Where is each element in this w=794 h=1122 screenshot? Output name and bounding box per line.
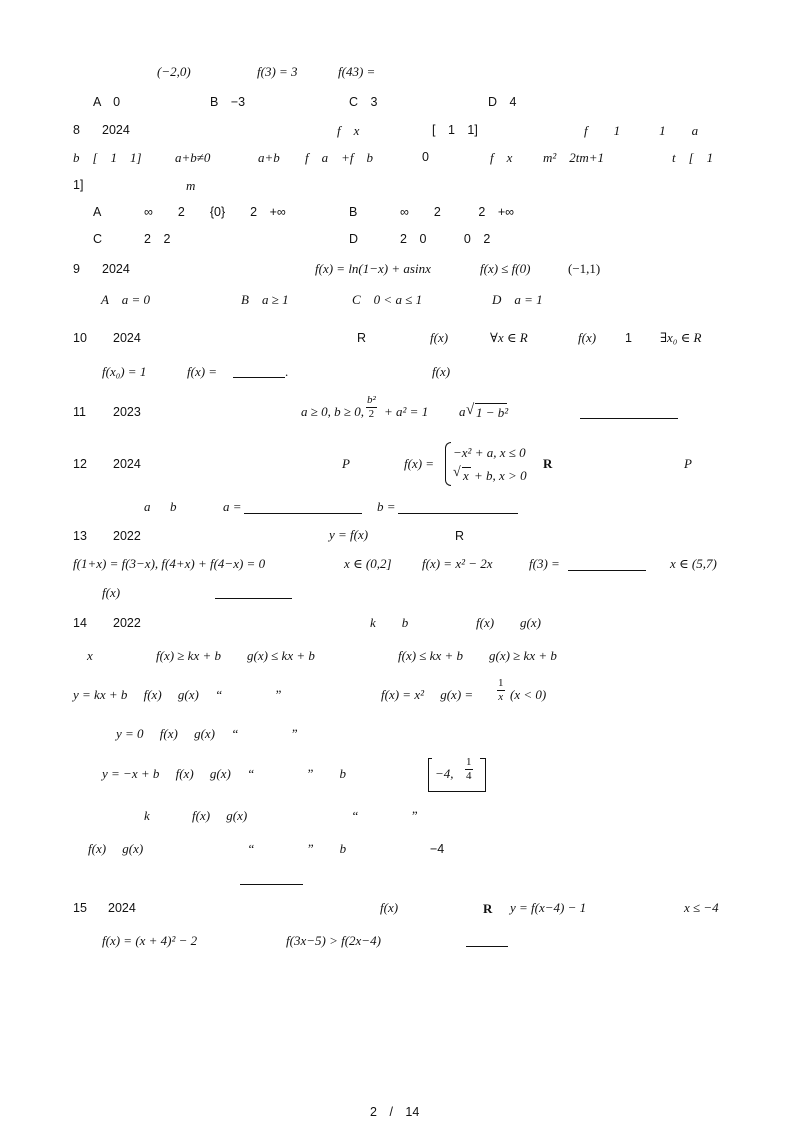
q14-item2: y = −x + b f(x) g(x) “ ” b bbox=[102, 766, 347, 781]
option-c: C 3 bbox=[349, 95, 378, 109]
q14-ineq1: f(x) ≥ kx + b g(x) ≤ kx + b bbox=[156, 648, 315, 663]
q8-r2g: m² 2tm+1 bbox=[543, 150, 605, 165]
q14-item3: k f(x) g(x) “ ” bbox=[144, 808, 418, 823]
q13-blank1 bbox=[568, 570, 646, 571]
q8-r3b: m bbox=[186, 178, 196, 193]
q8-fx: f x bbox=[337, 123, 360, 138]
q15-fx: f(x) bbox=[380, 900, 399, 915]
q8-year: 2024 bbox=[102, 123, 130, 137]
q8-r2h: t [ 1 bbox=[672, 150, 714, 165]
q15-x: x ≤ −4 bbox=[684, 900, 719, 915]
q13-fx2: f(x) bbox=[102, 585, 121, 600]
q10-forall: ∀x ∈ R bbox=[490, 330, 528, 345]
q12-p: P bbox=[342, 456, 350, 471]
q12-b: b bbox=[170, 499, 177, 514]
q10-fx0: f(x₀) = 1 bbox=[102, 364, 147, 379]
q14-domain: (x < 0) bbox=[510, 687, 547, 702]
q14-ineq2: f(x) ≤ kx + b g(x) ≥ kx + b bbox=[398, 648, 557, 663]
q11-fraction bbox=[366, 395, 377, 420]
q10-period: . bbox=[285, 364, 289, 379]
q8-r3a: 1] bbox=[73, 178, 84, 192]
q10-fx3: f(x) bbox=[432, 364, 451, 379]
q14-interval-left: −4, bbox=[435, 766, 454, 781]
q14-int-num: 1 bbox=[466, 756, 472, 768]
q8-option-c: 2 2 bbox=[144, 232, 171, 246]
q8-r2a: b [ 1 1] bbox=[73, 150, 142, 165]
q13-f3: f(3) = bbox=[529, 556, 560, 571]
q11-a: a bbox=[459, 404, 466, 419]
q14-denominator: x bbox=[498, 691, 504, 703]
q14-fraction bbox=[497, 678, 505, 703]
q13-blank2 bbox=[215, 598, 292, 599]
sqrt-bar bbox=[475, 403, 507, 404]
q9-option-c: C 0 < a ≤ 1 bbox=[352, 292, 423, 307]
q9-function: f(x) = ln(1−x) + asinx bbox=[315, 261, 431, 276]
q9-option-b: B a ≥ 1 bbox=[241, 292, 289, 307]
q11-year: 2023 bbox=[113, 405, 141, 419]
q9-interval: (−1,1) bbox=[568, 261, 601, 276]
q9-condition: f(x) ≤ f(0) bbox=[480, 261, 531, 276]
q14-year: 2022 bbox=[113, 616, 141, 630]
q14-fg: f(x) g(x) bbox=[476, 615, 541, 630]
q14-minus4: −4 bbox=[430, 842, 445, 856]
q14-item4: f(x) g(x) “ ” b bbox=[88, 841, 347, 856]
q8-interval: [ 1 1] bbox=[432, 123, 478, 137]
q10-exists: ∃x₀ ∈ R bbox=[660, 330, 702, 345]
q14-answer-blank bbox=[240, 884, 303, 885]
q10-fx2: f(x) bbox=[578, 330, 597, 345]
q15-number: 15 bbox=[73, 901, 87, 915]
q12-a-blank bbox=[244, 513, 362, 514]
q12-r: R bbox=[543, 456, 553, 471]
q13-r: R bbox=[455, 529, 465, 543]
q15-y: y = f(x−4) − 1 bbox=[510, 900, 587, 915]
page-number: 2 / 14 bbox=[370, 1105, 420, 1119]
q14-funcs: f(x) = x² g(x) = bbox=[381, 687, 474, 702]
q14-interval-fraction bbox=[465, 757, 473, 782]
q13-year: 2022 bbox=[113, 529, 141, 543]
q11-number: 11 bbox=[73, 405, 86, 419]
q12-year: 2024 bbox=[113, 457, 141, 471]
q13-fx: f(x) = x² − 2x bbox=[422, 556, 493, 571]
q14-int-den: 4 bbox=[466, 770, 472, 782]
q10-one: 1 bbox=[625, 331, 632, 345]
q11-condition: a ≥ 0, b ≥ 0, bbox=[301, 404, 365, 419]
q12-case2: + b, x > 0 bbox=[474, 468, 527, 483]
q10-answer-blank bbox=[233, 377, 285, 378]
q8-option-d-label: D bbox=[349, 232, 359, 246]
q12-a: a bbox=[144, 499, 151, 514]
q14-number: 14 bbox=[73, 616, 87, 630]
q13-y: y = f(x) bbox=[329, 527, 369, 542]
q13-number: 13 bbox=[73, 529, 87, 543]
q12-case1: −x² + a, x ≤ 0 bbox=[453, 445, 526, 460]
q8-option-a: ∞ 2 {0} 2 +∞ bbox=[144, 205, 286, 219]
q10-number: 10 bbox=[73, 331, 87, 345]
q12-number: 12 bbox=[73, 457, 87, 471]
q11-answer-blank bbox=[580, 418, 678, 419]
q12-case2-radicand: x bbox=[463, 468, 469, 483]
q8-r2f: f x bbox=[490, 150, 513, 165]
q12-b-blank bbox=[398, 513, 518, 514]
q8-number: 8 bbox=[73, 123, 80, 137]
q14-x: x bbox=[87, 648, 93, 663]
q8-r2d: f a +f b bbox=[305, 150, 373, 165]
q10-fx: f(x) bbox=[430, 330, 449, 345]
f43-text: f(43) = bbox=[338, 64, 376, 79]
option-b: B −3 bbox=[210, 95, 246, 109]
q14-item1: y = 0 f(x) g(x) “ ” bbox=[116, 726, 298, 741]
q15-year: 2024 bbox=[108, 901, 136, 915]
q15-inequality: f(3x−5) > f(2x−4) bbox=[286, 933, 381, 948]
q10-year: 2024 bbox=[113, 331, 141, 345]
q15-r: R bbox=[483, 901, 493, 916]
q8-option-c-label: C bbox=[93, 232, 103, 246]
q12-fx: f(x) = bbox=[404, 456, 435, 471]
q11-numerator: b² bbox=[367, 394, 376, 406]
sqrt-icon: √ bbox=[466, 402, 475, 418]
q10-r: R bbox=[357, 331, 367, 345]
q8-option-a-label: A bbox=[93, 205, 102, 219]
q9-year: 2024 bbox=[102, 262, 130, 276]
q14-kb: k b bbox=[370, 615, 409, 630]
q9-number: 9 bbox=[73, 262, 80, 276]
option-d: D 4 bbox=[488, 95, 517, 109]
q10-fx-eq: f(x) = bbox=[187, 364, 218, 379]
q9-option-a: A a = 0 bbox=[101, 292, 150, 307]
q12-b-eq: b = bbox=[377, 499, 396, 514]
q14-line: y = kx + b f(x) g(x) “ ” bbox=[73, 687, 282, 702]
left-brace-icon bbox=[445, 442, 451, 486]
q15-fx-def: f(x) = (x + 4)² − 2 bbox=[102, 933, 198, 948]
q8-option-d: 2 0 0 2 bbox=[400, 232, 491, 246]
q8-r2c: a+b bbox=[258, 150, 280, 165]
q9-option-d: D a = 1 bbox=[492, 292, 543, 307]
f3-text: f(3) = 3 bbox=[257, 64, 298, 79]
q8-option-b: ∞ 2 2 +∞ bbox=[400, 205, 515, 219]
q14-numerator: 1 bbox=[498, 677, 504, 689]
option-a: A 0 bbox=[93, 95, 121, 109]
interval-text: (−2,0) bbox=[157, 64, 191, 79]
q12-a-eq: a = bbox=[223, 499, 242, 514]
q11-denominator: 2 bbox=[368, 408, 375, 420]
q13-condition: f(1+x) = f(3−x), f(4+x) + f(4−x) = 0 bbox=[73, 556, 266, 571]
q13-domain: x ∈ (0,2] bbox=[344, 556, 392, 571]
sqrt-icon-2: √ bbox=[453, 465, 461, 480]
q15-answer-blank bbox=[466, 946, 508, 947]
q8-r2e: 0 bbox=[422, 150, 429, 164]
q11-radicand: 1 − b² bbox=[476, 405, 509, 420]
q8-r2b: a+b≠0 bbox=[175, 150, 211, 165]
q8-f-cond: f 1 1 a bbox=[584, 123, 699, 138]
q11-equation: + a² = 1 bbox=[384, 404, 429, 419]
q8-option-b-label: B bbox=[349, 205, 358, 219]
q13-interval: x ∈ (5,7) bbox=[670, 556, 717, 571]
q12-p2: P bbox=[684, 456, 692, 471]
